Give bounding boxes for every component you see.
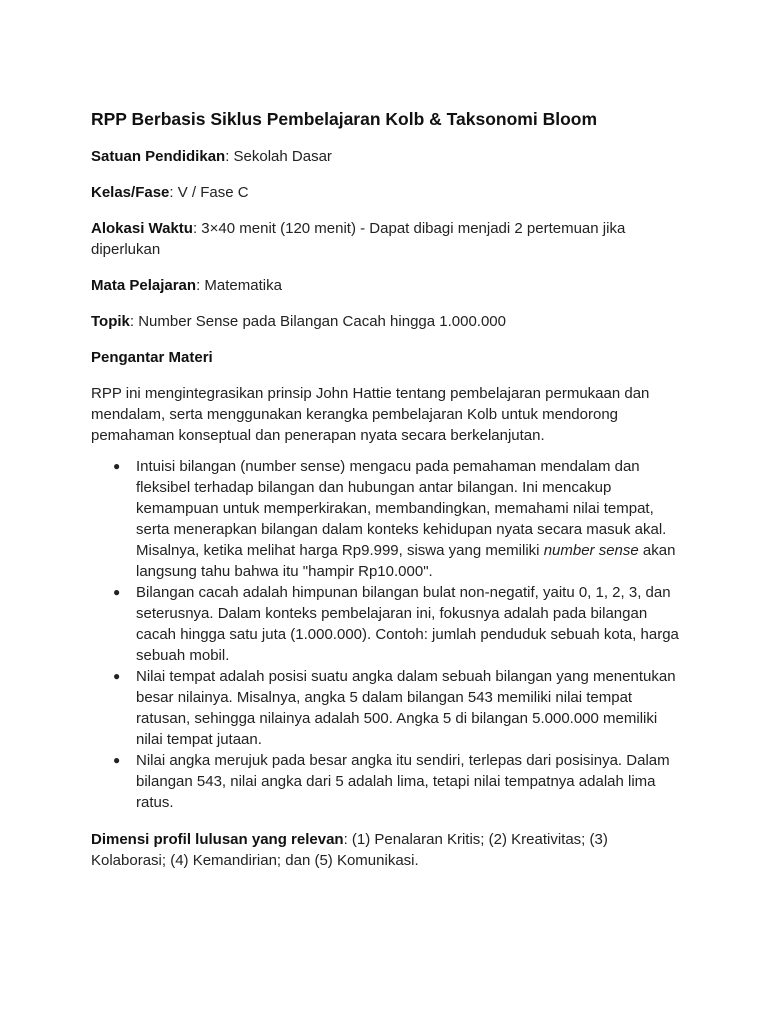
list-item — [91, 750, 681, 813]
document-title: RPP Berbasis Siklus Pembelajaran Kolb & Taksonomi Bloom — [91, 109, 598, 129]
bullet-list — [91, 456, 681, 813]
field-mata-pelajaran — [91, 275, 681, 296]
field-label: Alokasi Waktu — [91, 220, 193, 237]
field-value: : Matematika — [196, 277, 282, 294]
section-heading: Pengantar Materi — [91, 349, 213, 366]
document-body — [91, 107, 681, 871]
list-item — [91, 456, 681, 582]
profile-label: Dimensi profil lulusan yang relevan — [91, 831, 344, 848]
field-label: Topik — [91, 313, 130, 330]
intro-paragraph: RPP ini mengintegrasikan prinsip John Hattie tentang pembelajaran permukaan dan mendalam, serta menggunakan kerangka pembelajaran Kolb untuk mendorong pemahaman konseptual dan penerapan nyata secara berkelanjutan. — [91, 385, 650, 444]
list-item — [91, 582, 681, 666]
bullet-icon: ● — [113, 585, 121, 599]
field-value: : V / Fase C — [169, 184, 249, 201]
field-value: : Sekolah Dasar — [225, 148, 332, 165]
field-alokasi-waktu — [91, 218, 681, 260]
list-item-text: Intuisi bilangan (number sense) mengacu pada pemahaman mendalam dan fleksibel terhadap bilangan dan hubungan antar bilangan. Ini mencakup kemampuan untuk memperkirakan, membandingkan, memahami nilai tempat, serta menerapkan bilangan dalam konteks kehidupan nyata secara masuk akal. Misalnya, ketika melihat harga Rp9.999, siswa yang memiliki — [136, 458, 667, 559]
field-satuan-pendidikan — [91, 146, 681, 167]
bullet-icon: ● — [113, 669, 121, 683]
profile-dimensions — [91, 829, 681, 871]
field-label: Mata Pelajaran — [91, 277, 197, 294]
list-item-emphasis: number sense — [543, 542, 639, 559]
field-kelas-fase — [91, 182, 681, 203]
field-topik — [91, 311, 681, 332]
field-value: : 3×40 menit (120 menit) - Dapat dibagi menjadi 2 pertemuan jika diperlukan — [91, 220, 626, 258]
list-item-text: Bilangan cacah adalah himpunan bilangan bulat non-negatif, yaitu 0, 1, 2, 3, dan seterusnya. Dalam konteks pembelajaran ini, fokusnya adalah pada bilangan cacah hingga satu juta (1.000.000). Contoh: jumlah penduduk sebuah kota, harga sebuah mobil. — [136, 584, 679, 664]
bullet-icon: ● — [113, 459, 121, 473]
list-item-text: Nilai angka merujuk pada besar angka itu sendiri, terlepas dari posisinya. Dalam bilangan 543, nilai angka dari 5 adalah lima, tetapi nilai tempatnya adalah lima ratus. — [136, 752, 670, 811]
field-label: Kelas/Fase — [91, 184, 170, 201]
list-item — [91, 666, 681, 750]
list-item-text-end: akan langsung tahu bahwa itu "hampir Rp10.000". — [136, 542, 676, 580]
field-value: : Number Sense pada Bilangan Cacah hingga 1.000.000 — [129, 313, 506, 330]
list-item-text: Nilai tempat adalah posisi suatu angka dalam sebuah bilangan yang menentukan besar nilainya. Misalnya, angka 5 dalam bilangan 543 memiliki nilai tempat ratusan, sehingga nilainya adalah 500. Angka 5 di bilangan 5.000.000 memiliki nilai tempat jutaan. — [136, 668, 676, 748]
profile-value: : (1) Penalaran Kritis; (2) Kreativitas; (3) Kolaborasi; (4) Kemandirian; dan (5) Komunikasi. — [91, 831, 608, 869]
bullet-icon: ● — [113, 753, 121, 767]
field-label: Satuan Pendidikan — [91, 148, 226, 165]
